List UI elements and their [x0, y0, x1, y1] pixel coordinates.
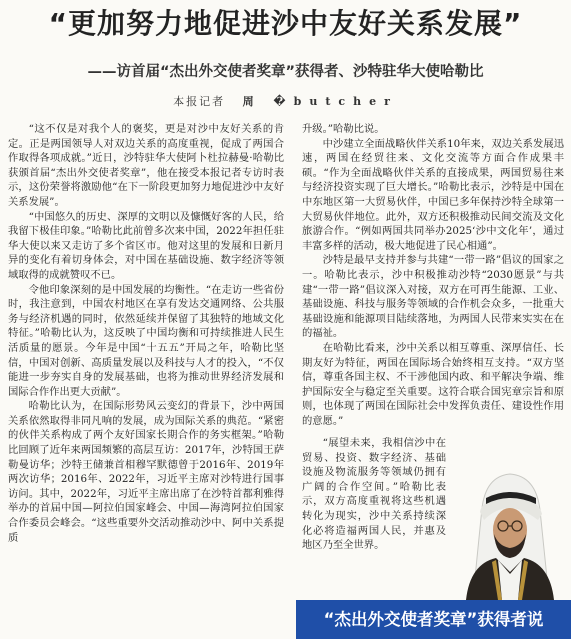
paragraph: “这不仅是对我个人的褒奖，更是对沙中友好关系的肯定。正是两国领导人对双边关系的高度重视，促成了两国合作取得各项成就。”近日，沙特驻华大使阿卜杜拉赫曼·哈勒比获颁首届“杰出外交使者奖章”，他在接受本报记者专访时表示，这份荣誉将激励他“在下一阶段更加努力地促进沙中友好关系发展”。 [8, 123, 284, 208]
paragraph-text: 展望未来，我相信沙中在贸易、投资、数字经济、基础设施及物流服务等领域仍拥有广阔的合作空间。”哈勒比表示，双方高度重视将这些机遇转化为现实，沙中关系持续深化必将造福两国人民，并惠及地区乃至全世界。 [302, 437, 446, 552]
paragraph: 令他印象深刻的是中国发展的均衡性。“在走访一些省份时，我注意到，中国农村地区在享有发达交通网络、公共服务与经济机遇的同时，依然延续并保留了其独特的地域文化特征。”哈勒比认为，这反映了中国均衡和可持续推进人民生活质量的愿景。今年是中国“十五五”开局之年，哈勒比坚信，中国对创新、高质量发展以及科技与人才的投入，“不仅能进一步夯实自身的发展基础，也将为推动世界经济发展和国际合作作出更大贡献”。 [8, 283, 284, 398]
byline-name: 周 �butcher [242, 95, 398, 108]
byline-role: 本报记者 [173, 95, 226, 108]
paragraph: 沙特是最早支持并参与共建“一带一路”倡议的国家之一。哈勒比表示，沙中积极推动沙特“2030愿景”与共建“一带一路”倡议深入对接，双方在可再生能源、工业、基础设施、科技与服务等领域的合作机会众多，一批重大基础设施和能源项目陆续落地，为两国人民带来实实在在的福祉。 [302, 254, 564, 340]
paragraph: 哈勒比认为，在国际形势风云变幻的背景下，沙中两国关系依然取得非同凡响的发展，成为国际关系的典范。“紧密的伙伴关系构成了两个友好国家长期合作的务实框架。”哈勒比回顾了近年来两国频繁的高层互访：2017年，沙特国王萨勒曼访华；沙特王储兼首相穆罕默德曾于2016年、2019年两次访华；2016年、2022年，习近平主席对沙特进行国事访问。其中，2022年，习近平主席出席了在沙特首都利雅得举办的首届中国—阿拉伯国家峰会、中国—海湾阿拉伯国家合作委员会峰会。“这些重要外交活动推动沙中、阿中关系提质 [8, 400, 284, 544]
portrait-illustration [452, 468, 564, 600]
article-column-3 [302, 436, 446, 600]
section-banner: “杰出外交使者奖章”获得者说 [296, 600, 571, 639]
paragraph: 中沙建立全面战略伙伴关系10年来，双边关系发展迅速，两国在经贸往来、文化交流等方面合作成果丰硕。“作为全面战略伙伴关系的直接成果，两国贸易往来与经济投资实现了巨大增长。”哈勒比表示，沙特是中国在中东地区第一大贸易伙伴，中国已多年保持沙特全球第一大贸易伙伴地位。此外，双方还积极推动民间交流及文化旅游合作。“例如两国共同举办2025‘沙中文化年’，通过丰富多样的活动，极大地促进了民心相通”。 [302, 137, 564, 252]
open-quote: “ [322, 437, 328, 449]
paragraph: 在哈勒比看来，沙中关系以相互尊重、深厚信任、长期友好为特征，两国在国际场合始终相互支持。“双方坚信，尊重各国主权、不干涉他国内政、和平解决争端、维护国际安全与稳定至关重要。这符合联合国宪章宗旨和原则，也体现了两国在国际社会中发挥负责任、建设性作用的意愿。” [302, 341, 564, 427]
paragraph: 升级。”哈勒比说。 [302, 123, 385, 135]
byline [0, 94, 571, 110]
ambassador-portrait-image [452, 468, 564, 600]
subheadline: ——访首届“杰出外交使者奖章”获得者、沙特驻华大使哈勒比 [87, 64, 484, 80]
paragraph [302, 436, 446, 553]
article-column-1 [8, 122, 284, 639]
headline: “更加努力地促进沙中友好关系发展” [48, 7, 523, 40]
article-column-2 [302, 122, 564, 436]
paragraph: “中国悠久的历史、深厚的文明以及慷慨好客的人民，给我留下极佳印象。”哈勒比此前曾多次来中国，2022年担任驻华大使以来又走访了多个省区市。他对这里的发展和日新月异的变化有着切身体会，对中国在基础设施、数字经济等领域取得的成就赞叹不已。 [8, 210, 284, 281]
